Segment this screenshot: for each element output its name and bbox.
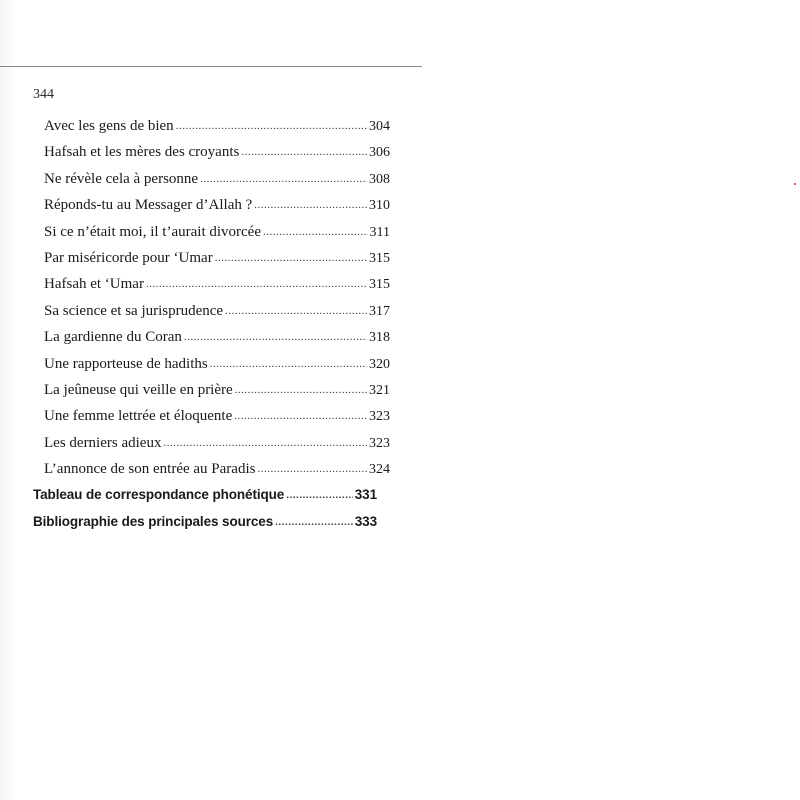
dot-leader — [234, 408, 367, 424]
toc-entry-page: 315 — [369, 277, 390, 293]
toc-entry-page: 331 — [354, 487, 377, 503]
toc-entry-page: 321 — [369, 382, 390, 398]
table-of-contents — [0, 115, 400, 537]
dot-leader — [146, 276, 367, 292]
toc-entry — [44, 353, 390, 379]
toc-entry-title: Avec les gens de bien — [44, 118, 174, 134]
toc-entry-title: Les derniers adieux — [44, 434, 162, 451]
toc-entry — [44, 273, 390, 299]
dot-leader — [163, 435, 367, 451]
toc-entry — [44, 168, 390, 194]
toc-entry-title: Par miséricorde pour ‘Umar — [44, 249, 213, 266]
dot-leader — [235, 382, 367, 398]
toc-main-entry — [33, 484, 377, 510]
dot-leader — [200, 171, 367, 187]
toc-entry-title: Une femme lettrée et éloquente — [44, 408, 233, 425]
red-speck-mark — [794, 183, 796, 185]
toc-entry-page: 318 — [369, 330, 390, 346]
toc-entry-title: Ne révèle cela à personne — [44, 170, 199, 187]
toc-entry-title: La gardienne du Coran — [44, 329, 182, 346]
dot-leader — [286, 488, 353, 504]
toc-entry-title: L’annonce de son entrée au Paradis — [44, 461, 256, 478]
toc-entry — [44, 141, 390, 167]
dot-leader — [257, 461, 367, 477]
toc-entry-title: La jeûneuse qui veille en prière — [44, 381, 233, 398]
dot-leader — [254, 197, 367, 213]
dot-leader — [275, 515, 353, 531]
toc-entry-page: 311 — [369, 224, 390, 240]
toc-entry-title: Si ce n’était moi, il t’aurait divorcée — [44, 223, 262, 240]
toc-entry-title: Une rapporteuse de hadiths — [44, 355, 208, 372]
dot-leader — [225, 303, 367, 319]
toc-entry — [44, 194, 390, 220]
dot-leader — [263, 224, 368, 240]
toc-entry-page: 308 — [369, 171, 390, 187]
toc-entry — [44, 221, 390, 247]
toc-entry — [44, 432, 390, 458]
toc-entry — [44, 115, 390, 141]
dot-leader — [184, 329, 367, 345]
toc-entry-title: Tableau de correspondance phonétique — [33, 487, 285, 503]
page-number: 344 — [33, 87, 54, 102]
toc-entry — [44, 458, 390, 484]
header-rule — [0, 66, 422, 67]
toc-entry — [44, 247, 390, 273]
toc-entry-page: 323 — [369, 409, 390, 425]
toc-entry-page: 315 — [369, 250, 390, 266]
toc-entry-page: 306 — [369, 145, 390, 161]
dot-leader — [176, 118, 367, 134]
toc-entry-title: Hafsah et les mères des croyants — [44, 144, 240, 161]
toc-entry-page: 304 — [369, 119, 390, 134]
toc-entry-title: Sa science et sa jurisprudence — [44, 302, 224, 319]
toc-entry-page: 310 — [369, 198, 390, 214]
toc-main-entry — [33, 511, 377, 537]
toc-entry — [44, 379, 390, 405]
toc-entry-page: 317 — [369, 303, 390, 319]
toc-entry-page: 323 — [369, 435, 390, 451]
toc-entry — [44, 326, 390, 352]
toc-entry-page: 320 — [369, 356, 390, 372]
dot-leader — [210, 356, 367, 372]
dot-leader — [215, 250, 367, 266]
toc-entry — [44, 405, 390, 431]
dot-leader — [241, 144, 367, 160]
toc-entry-title: Bibliographie des principales sources — [33, 513, 274, 529]
toc-entry — [44, 300, 390, 326]
toc-entry-title: Hafsah et ‘Umar — [44, 276, 144, 293]
toc-entry-page: 324 — [369, 462, 390, 478]
toc-entry-page: 333 — [354, 513, 377, 529]
toc-entry-title: Réponds-tu au Messager d’Allah ? — [44, 197, 253, 214]
